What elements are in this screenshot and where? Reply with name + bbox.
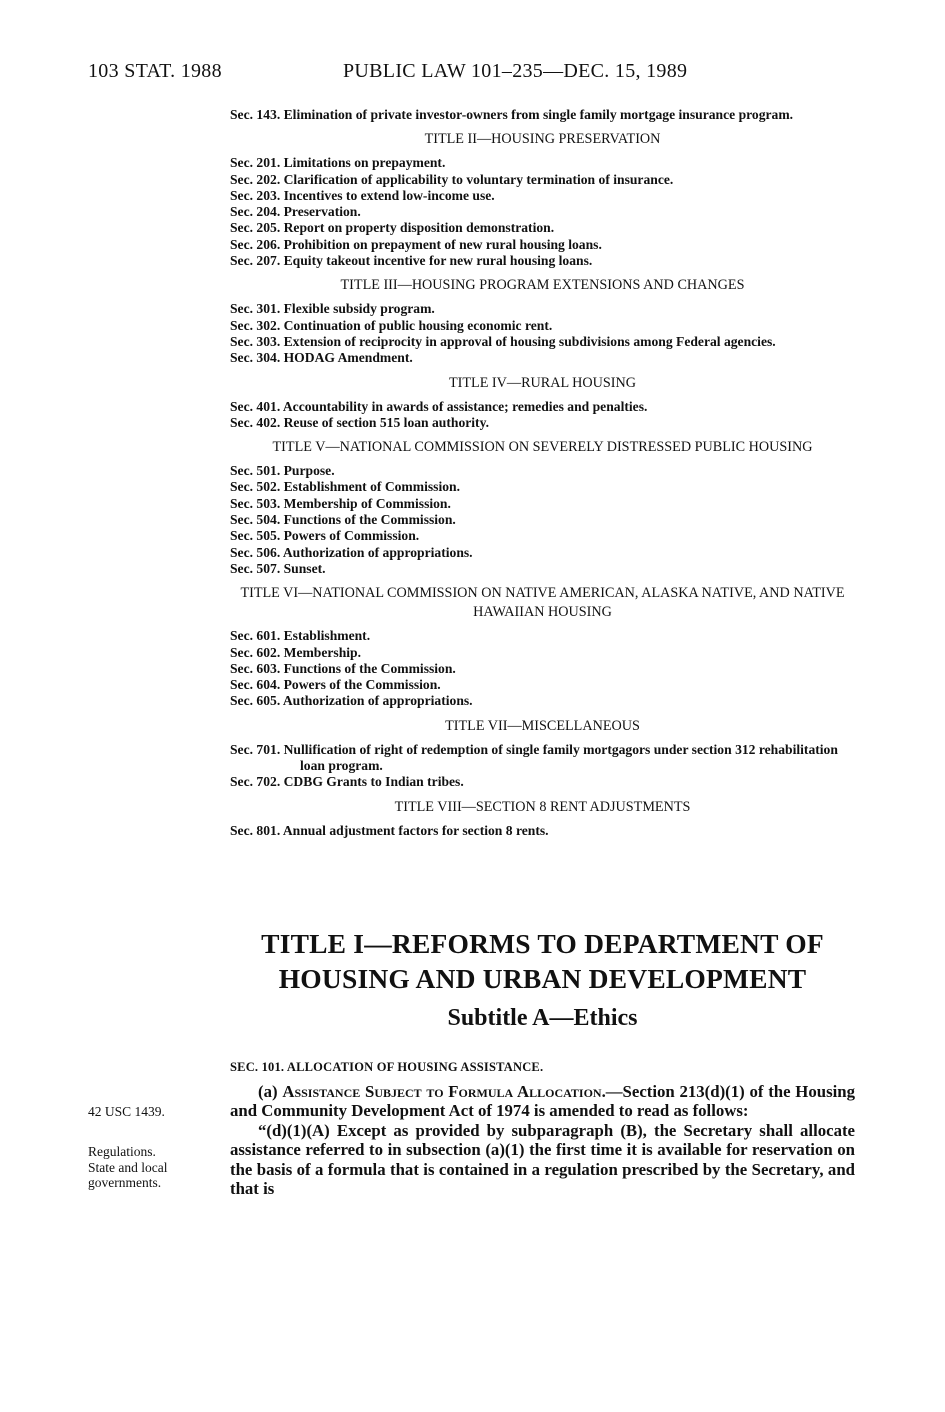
toc-entry: Sec. 504. Functions of the Commission. [230,512,456,528]
toc-entry: Sec. 302. Continuation of public housing economic rent. [230,317,553,333]
toc-entry: Sec. 203. Incentives to extend low-income use. [230,187,495,203]
table-of-contents [230,107,855,839]
toc-entry: Sec. 702. CDBG Grants to Indian tribes. [230,774,464,790]
toc-entry: Sec. 701. Nullification of right of redemption of single family mortgagors under section 312 rehabilitation loan program. [230,741,838,774]
paragraph-a-caption: Assistance Subject to Formula Allocation. [282,1082,606,1101]
paragraph-a-text: —Section 213(d)(1) of the Housing and Community Development Act of 1974 is amended to read as follows: [230,1082,855,1121]
toc-entry: Sec. 301. Flexible subsidy program. [230,301,435,317]
toc-title-heading: TITLE IV—RURAL HOUSING [448,374,637,391]
toc-entry: Sec. 202. Clarification of applicability to voluntary termination of insurance. [230,171,674,187]
toc-entry: Sec. 602. Membership. [230,644,362,660]
toc-entry: Sec. 304. HODAG Amendment. [230,350,413,366]
margin-note-regulations: Regulations. [88,1144,156,1159]
toc-entry: Sec. 801. Annual adjustment factors for section 8 rents. [230,822,549,838]
section-heading: SEC. 101. ALLOCATION OF HOUSING ASSISTANCE. [230,1060,544,1074]
toc-entry: Sec. 506. Authorization of appropriations. [230,544,473,560]
toc-entry: Sec. 501. Purpose. [230,463,335,479]
margin-note-state-local-1: State and local [88,1159,168,1175]
toc-entry: Sec. 502. Establishment of Commission. [230,479,460,495]
subtitle-heading: Subtitle A—Ethics [447,1005,638,1031]
title-line-1: TITLE I—REFORMS TO DEPARTMENT OF [261,928,824,959]
toc-entry: Sec. 503. Membership of Commission. [230,495,451,511]
margin-note-state-local-2: governments. [88,1175,162,1190]
margin-note-usc: 42 USC 1439. [88,1104,165,1119]
paragraph-d1a: “(d)(1)(A) Except as provided by subparagraph (B), the Secretary shall allocate assistance referred to in subsection (a)(1) the first time it is available for reservation on the basis of a formula that is contained in a regulation prescribed by the Secretary, and that is [230,1120,855,1199]
toc-title-heading: TITLE V—NATIONAL COMMISSION ON SEVERELY DISTRESSED PUBLIC HOUSING [272,439,813,456]
toc-entry: Sec. 143. Elimination of private investor-owners from single family mortgage insurance program. [230,107,794,122]
public-law-citation: PUBLIC LAW 101–235—DEC. 15, 1989 [343,60,688,82]
toc-title-heading: TITLE VI—NATIONAL COMMISSION ON NATIVE AMERICAN, ALASKA NATIVE, AND NATIVE HAWAIIAN HOUSING [240,585,845,621]
title-line-2: HOUSING AND URBAN DEVELOPMENT [278,963,807,994]
title-one-heading [230,926,855,996]
toc-entry: Sec. 206. Prohibition on prepayment of new rural housing loans. [230,236,602,252]
toc-entry: Sec. 402. Reuse of section 515 loan authority. [230,414,490,430]
section-body [230,1082,855,1198]
toc-title-heading: TITLE III—HOUSING PROGRAM EXTENSIONS AND CHANGES [340,277,745,294]
margin-note-topics [88,1144,218,1191]
toc-title-heading: TITLE VII—MISCELLANEOUS [445,717,640,734]
toc-entry: Sec. 505. Powers of Commission. [230,528,420,544]
toc-entry: Sec. 507. Sunset. [230,560,326,576]
toc-entry: Sec. 303. Extension of reciprocity in approval of housing subdivisions among Federal agencies. [230,333,776,349]
toc-entry: Sec. 401. Accountability in awards of assistance; remedies and penalties. [230,398,648,414]
paragraph-a [230,1082,855,1121]
toc-entry: Sec. 204. Preservation. [230,204,361,220]
toc-entry: Sec. 201. Limitations on prepayment. [230,155,446,171]
toc-title-heading: TITLE II—HOUSING PRESERVATION [424,131,661,148]
toc-entry: Sec. 207. Equity takeout incentive for new rural housing loans. [230,253,593,269]
toc-entry: Sec. 604. Powers of the Commission. [230,677,441,693]
toc-entry: Sec. 205. Report on property disposition demonstration. [230,220,555,236]
toc-title-heading: TITLE VIII—SECTION 8 RENT ADJUSTMENTS [394,798,691,815]
toc-entry: Sec. 605. Authorization of appropriations. [230,693,473,709]
toc-entry: Sec. 603. Functions of the Commission. [230,660,456,676]
paragraph-a-lead: (a) [258,1082,278,1101]
stat-citation: 103 STAT. 1988 [88,60,222,82]
toc-entry: Sec. 601. Establishment. [230,628,371,644]
